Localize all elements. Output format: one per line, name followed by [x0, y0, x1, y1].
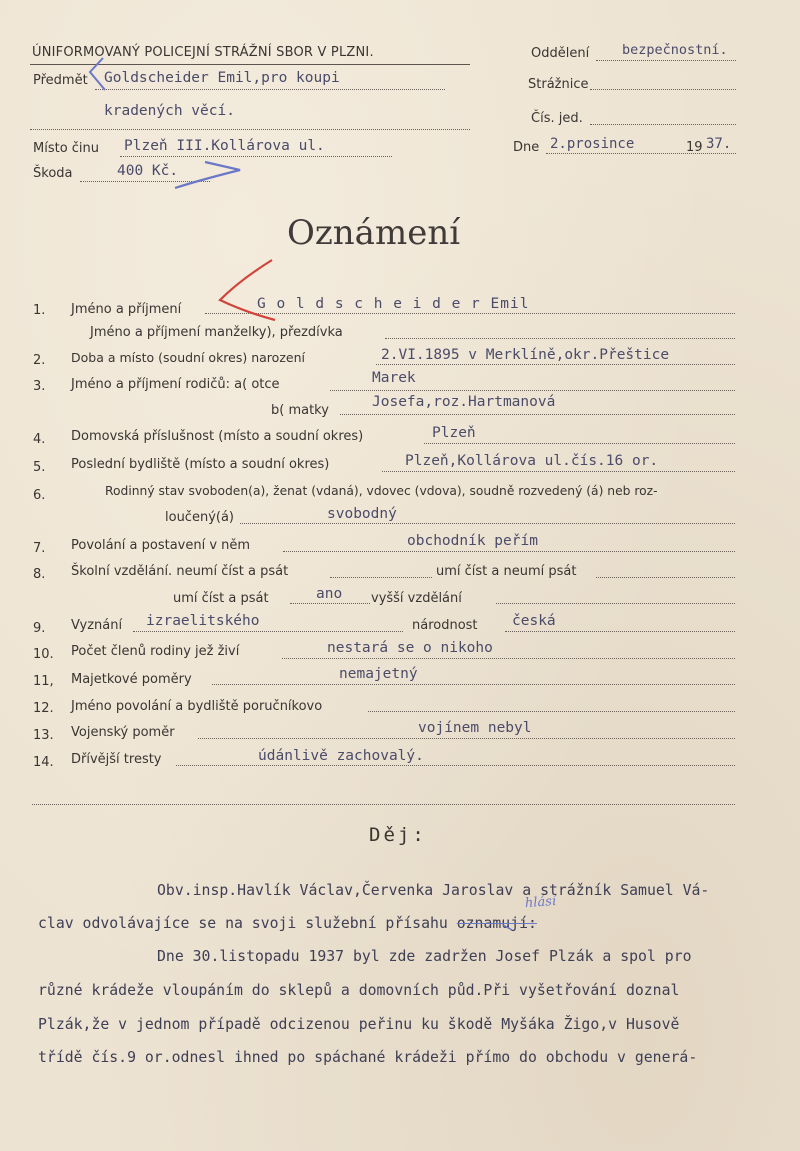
field-7-label: Povolání a postavení v něm: [71, 538, 251, 553]
blue-check-mark-icon: [90, 58, 105, 90]
field-3b-label: b( matky: [271, 403, 329, 418]
dej-line-1: Obv.insp.Havlík Václav,Červenka Jaroslav a strážník Samuel Vá-: [157, 882, 710, 899]
field-5-value: Plzeň,Kollárova ul.čís.16 or.: [405, 453, 659, 469]
predmet-label: Předmět: [33, 73, 88, 88]
field-2-value: 2.VI.1895 v Merklíně,okr.Přeštice: [381, 347, 670, 363]
field-8-number: 8.: [33, 567, 46, 582]
handwritten-correction: hlásí: [524, 893, 557, 912]
field-3-label: Jméno a příjmení rodičů: a( otce: [71, 377, 280, 392]
field-10-value: nestará se o nikoho: [327, 640, 493, 656]
blue-arrow-mark-icon: [175, 162, 240, 188]
field-1-label: Jméno a příjmení: [71, 302, 182, 317]
field-10-label: Počet členů rodiny jež živí: [71, 644, 240, 659]
field-10-number: 10.: [33, 647, 54, 662]
document-title: Oznámení: [287, 213, 461, 253]
misto-cinu-label: Místo činu: [33, 141, 100, 156]
field-3-value: Marek: [372, 370, 416, 386]
field-2-label: Doba a místo (soudní okres) narození: [71, 350, 305, 365]
field-7-number: 7.: [33, 541, 46, 556]
field-14-label: Dřívější tresty: [71, 752, 162, 767]
field-6-value: svobodný: [327, 506, 397, 522]
dej-line-3: Dne 30.listopadu 1937 byl zde zadržen Josef Plzák a spol pro: [157, 948, 692, 965]
field-9-value: izraelitského: [146, 613, 260, 629]
field-4-number: 4.: [33, 432, 46, 447]
field-12-label: Jméno povolání a bydliště poručníkovo: [71, 699, 323, 714]
field-1-value: G o l d s c h e i d e r Emil: [257, 296, 530, 312]
field-8-label: Školní vzdělání. neumí číst a psát: [71, 564, 289, 579]
oddeleni-value: bezpečnostní.: [622, 42, 728, 58]
skoda-value: 400 Kč.: [117, 163, 179, 179]
misto-cinu-value: Plzeň III.Kollárova ul.: [124, 138, 325, 154]
field-1b-label: Jméno a příjmení manželky), přezdívka: [90, 325, 343, 340]
field-9-label2: národnost: [412, 618, 478, 633]
field-11-value: nemajetný: [339, 666, 418, 682]
cis-jed-label: Čís. jed.: [531, 111, 583, 126]
field-13-label: Vojenský poměr: [71, 725, 175, 740]
year-value: 37.: [706, 136, 732, 152]
red-check-mark-icon: [220, 260, 275, 320]
field-13-number: 13.: [33, 728, 54, 743]
field-8b-label: umí číst a psát: [173, 591, 269, 606]
field-11-label: Majetkové poměry: [71, 672, 192, 687]
dne-label: Dne: [513, 140, 540, 155]
predmet-value-line1: Goldscheider Emil,pro koupi: [104, 70, 340, 86]
year-prefix: 19: [686, 140, 703, 155]
field-9-label: Vyznání: [71, 618, 123, 633]
field-11-number: 11,: [33, 674, 54, 689]
field-6b-label: loučený(á): [165, 510, 234, 525]
field-7-value: obchodník peřím: [407, 533, 538, 549]
field-5-number: 5.: [33, 460, 46, 475]
field-4-label: Domovská příslušnost (místo a soudní okres): [71, 429, 364, 444]
field-1-number: 1.: [33, 303, 46, 318]
field-9-value2: česká: [512, 613, 556, 629]
dej-line-2-text: clav odvolávajíce se na svoji služební přísahu: [38, 915, 448, 932]
field-12-number: 12.: [33, 701, 54, 716]
field-6-number: 6.: [33, 488, 46, 503]
field-9-number: 9.: [33, 621, 46, 636]
dej-line-2-struck: oznamují:: [456, 915, 537, 932]
predmet-value-line2: kradených věcí.: [104, 103, 235, 119]
insert-caret-icon: [503, 925, 512, 930]
field-2-number: 2.: [33, 353, 46, 368]
field-14-number: 14.: [33, 755, 54, 770]
field-6-label: Rodinný stav svoboden(a), ženat (vdaná), vdovec (vdova), soudně rozvedený (á) neb roz-: [105, 484, 658, 498]
field-3-number: 3.: [33, 379, 46, 394]
org-heading: ÚNIFORMOVANÝ POLICEJNÍ STRÁŽNÍ SBOR V PLZNI.: [32, 45, 374, 60]
straznice-label: Strážnice: [528, 77, 589, 92]
field-5-label: Poslední bydliště (místo a soudní okres): [71, 457, 330, 472]
dej-line-6: třídě čís.9 or.odnesl ihned po spáchané krádeži přímo do obchodu v generá-: [38, 1049, 698, 1066]
dej-heading: Děj:: [369, 824, 427, 846]
field-8b-value: ano: [316, 586, 343, 602]
field-3b-value: Josefa,roz.Hartmanová: [372, 394, 556, 410]
field-14-value: údánlivě zachovalý.: [258, 748, 424, 764]
dej-line-5: Plzák,že v jednom případě odcizenou peřinu ku škodě Myšáka Žigo,v Husově: [38, 1016, 680, 1033]
field-4-value: Plzeň: [432, 425, 476, 441]
field-13-value: vojínem nebyl: [418, 720, 532, 736]
skoda-label: Škoda: [33, 166, 73, 181]
field-8-label2: umí číst a neumí psát: [436, 564, 577, 579]
dej-line-4: různé krádeže vloupáním do sklepů a domovních půd.Při vyšetřování doznal: [38, 982, 680, 999]
field-8b-label2: vyšší vzdělání: [371, 591, 462, 606]
dne-value: 2.prosince: [550, 136, 635, 152]
oddeleni-label: Oddělení: [531, 46, 590, 61]
